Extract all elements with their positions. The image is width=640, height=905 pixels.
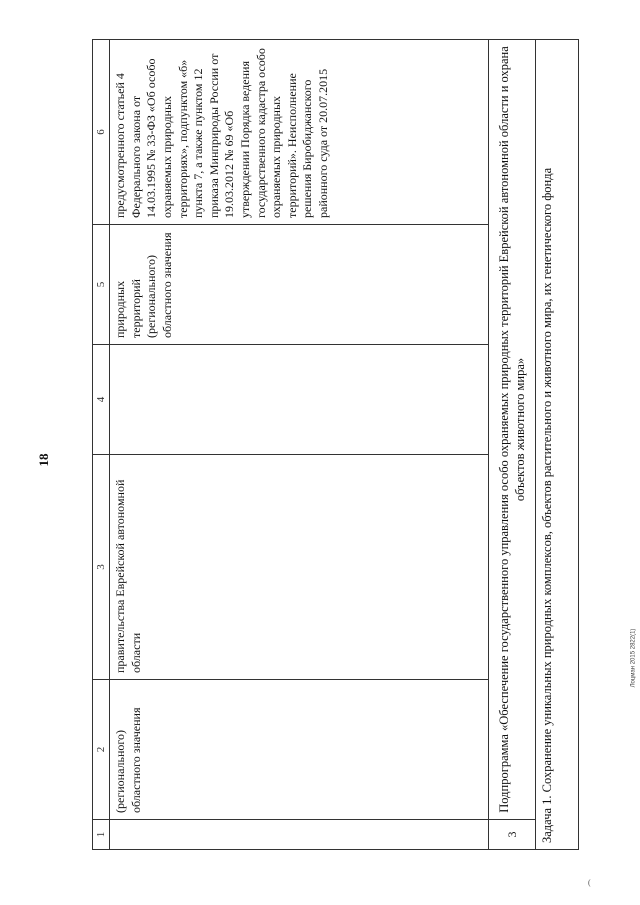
header-cell-4: 4 <box>93 345 110 455</box>
document-frame <box>92 40 592 850</box>
header-cell-5: 5 <box>93 225 110 345</box>
page-number: 18 <box>36 453 51 467</box>
table-row <box>110 40 489 850</box>
subprogram-number: 3 <box>489 820 536 850</box>
cell-authority: правительства Еврейской автономной области <box>110 455 489 680</box>
task-row <box>536 40 579 850</box>
task-title: Задача 1. Сохранение уникальных природных комплексов, объектов растительного и животного мира, их генетического фонда <box>536 40 579 850</box>
subprogram-title: Подпрограмма «Обеспечение государственного управления особо охраняемых природных территорий Еврейской автономной области и охрана объектов животного мира» <box>489 40 536 820</box>
header-cell-3: 3 <box>93 455 110 680</box>
cell-name: (регионального) областного значения <box>110 680 489 820</box>
document-stamp: Лоцман 2015 2822(1) <box>630 628 637 688</box>
cell-legal-basis: предусмотренного статьей 4 Федерального закона от 14.03.1995 № 33-ФЗ «Об особо охраняемых природных территориях», подпунктом «б» пункта 7, а также пунктом 12 приказа Минприроды России от 19.03.2012 № 69 «Об утверждении Порядка ведения государственного кадастра особо охраняемых природных территорий». Неисполнение решения Биробиджанского районного суда от 20.07.2015 <box>110 40 489 225</box>
header-cell-1: 1 <box>93 820 110 850</box>
cell-empty <box>110 345 489 455</box>
table-header-row <box>93 40 110 850</box>
cell-num <box>110 820 489 850</box>
corner-mark: ( <box>588 878 591 887</box>
header-cell-2: 2 <box>93 680 110 820</box>
cell-territories: природных территорий (регионального) областного значения <box>110 225 489 345</box>
header-cell-6: 6 <box>93 40 110 225</box>
subprogram-row <box>489 40 536 850</box>
data-table <box>92 39 579 850</box>
